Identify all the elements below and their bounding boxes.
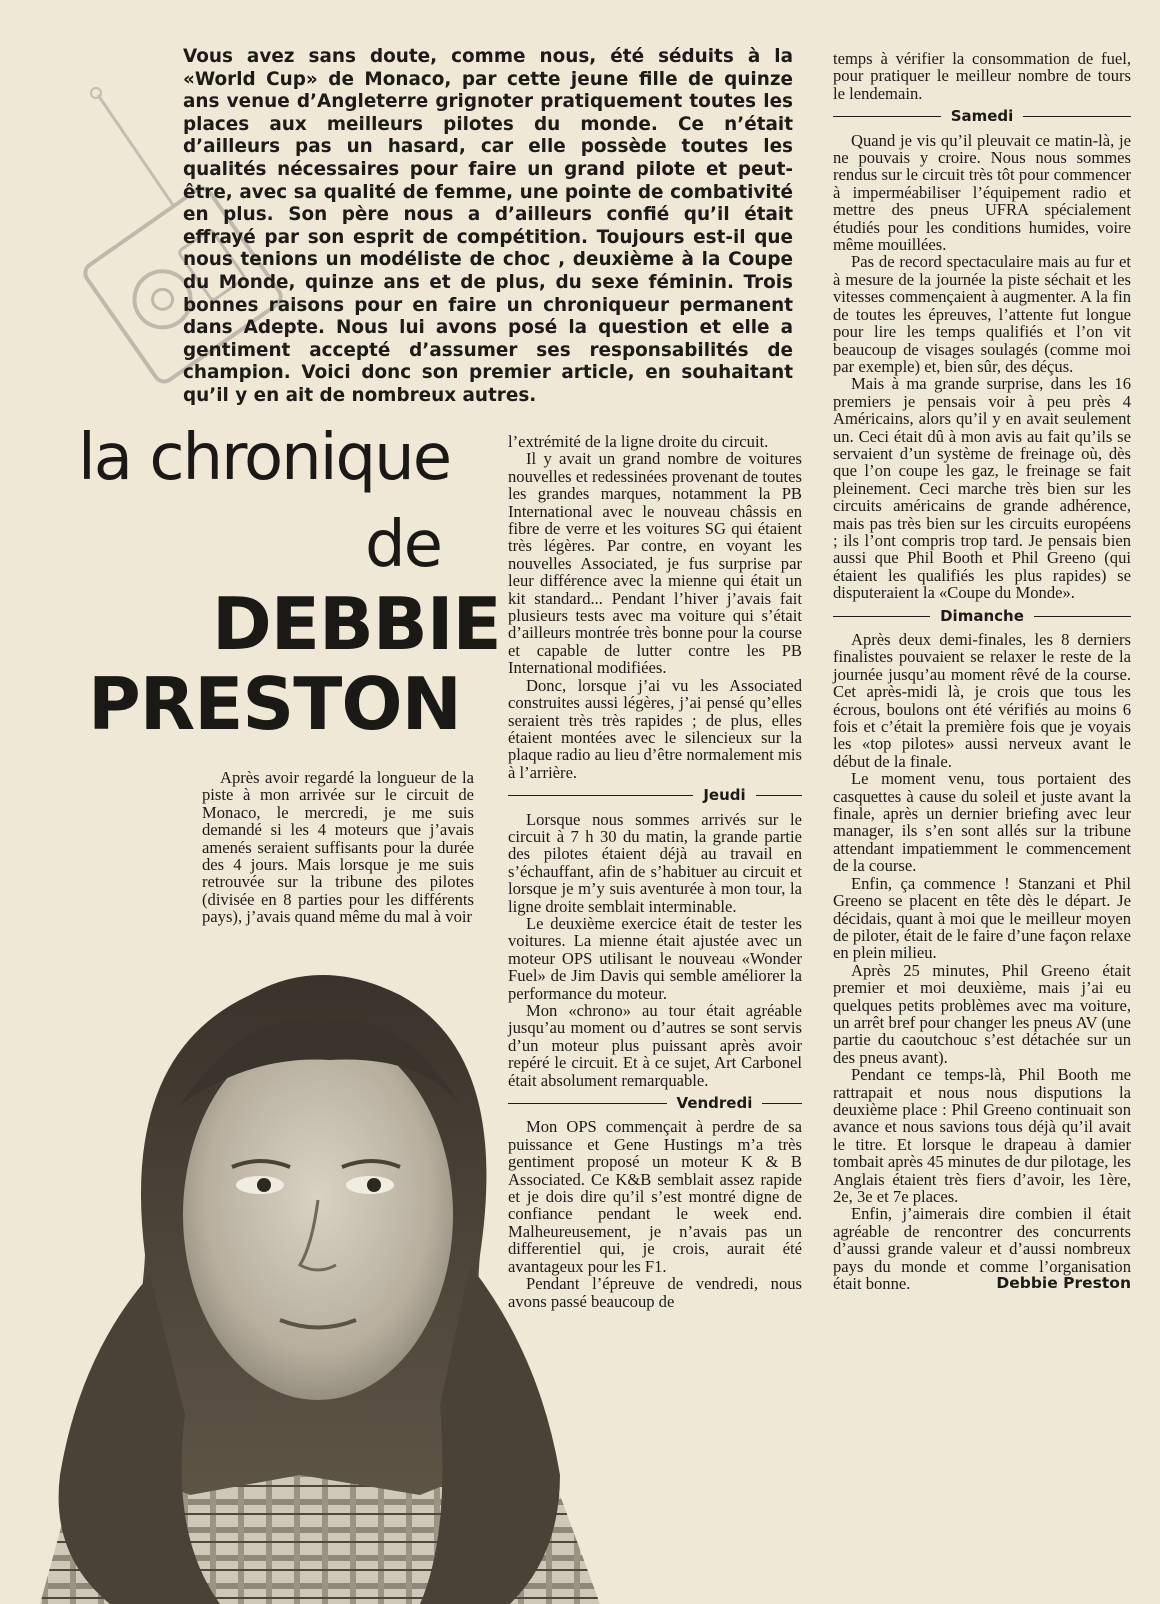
author-first-name: DEBBIE <box>212 582 501 666</box>
section-heading-jeudi: Jeudi <box>508 787 802 804</box>
paragraph: Le deuxième exercice était de tester les voitures. La mienne était ajustée avec un moteur OPS utilisant le nouveau «Wonder Fuel» de Jim Davis qui semble améliorer la performance du moteur. <box>508 913 802 1003</box>
article-column-1 <box>202 769 474 926</box>
section-heading-samedi: Samedi <box>833 108 1131 125</box>
paragraph: Mais à ma grande surprise, dans les 16 premiers je pensais voir à peu près 4 Américains, alors qu’il y en avait seulement un. Ceci était dû à mon avis au fait qu’ils se servaient d’un système de freinage où, dès que l’on coupe les gaz, le freinage se fait pleinement. Ceci marche très bien sur les circuits américains de grande adhérence, mais pas très bien sur les circuits européens ; ils l’ont compris trop tard. Je pensais bien aussi que Phil Booth et Phil Greeno (qui étaient les qualifiés les plus rapides) se disputeraient la «Coupe du Monde». <box>833 374 1131 603</box>
intro-paragraph: Vous avez sans doute, comme nous, été séduits à la «World Cup» de Monaco, par cette jeune fille de quinze ans venue d’Angleterre grignoter pratiquement toutes les places aux meilleurs pilotes du monde. Ce n’était d’ailleurs pas un hasard, car elle possède toutes les qualités nécessaires pour faire un grand pilote et peut-être, avec sa qualité de femme, une pointe de combativité en plus. Son père nous a d’ailleurs confié qu’il était effrayé par son esprit de compétition. Toujours est-il que nous tenions un modéliste de choc , deuxième à la Coupe du Monde, quinze ans et de plus, du sexe féminin. Trois bonnes raisons pour en faire un chroniqueur permanent dans Adepte. Nous lui avons posé la question et elle a gentiment accepté d’assumer ses responsabilités de champion. Voici donc son premier article, en souhaitant qu’il y en ait de nombreux autres. <box>183 46 793 406</box>
paragraph: Pas de record spectaculaire mais au fur et à mesure de la journée la piste séchait et les vitesses commençaient à augmenter. A la fin de toutes les épreuves, l’attente fut longue pour lire les temps qualifiés et l’on vit beaucoup de visages soulagés (comme moi par exemple) et, bien sûr, des déçus. <box>833 252 1131 376</box>
paragraph: Après avoir regardé la longueur de la piste à mon arrivée sur le circuit de Monaco, le mercredi, je me suis demandé si les 4 moteurs que j’avais amenés seraient suffisants pour la durée des 4 jours. Mais lorsque je me suis retrouvée sur la tribune des pilotes (divisée en 8 parties pour les différents pays), j’avais quand même du mal à voir <box>202 768 474 927</box>
paragraph: Enfin, j’aimerais dire combien il était agréable de rencontrer des concurrents d’aussi grande valeur et d’aussi nombreux pays du monde et comme l’organisation était bonne. <box>833 1204 1131 1294</box>
paragraph: Mon OPS commençait à perdre de sa puissance et Gene Hustings m’a très gentiment proposé un moteur K & B Associated. Ce K&B semblait assez rapide et je dois dire qu’il s’est montré digne de confiance pendant le week end. Malheureusement, je n’avais pas un differentiel qui, je crois, aurait été avantageux pour les F1. <box>508 1117 802 1276</box>
title-line-de: de <box>365 508 441 582</box>
paragraph: temps à vérifier la consommation de fuel, pour pratiquer le meilleur nombre de tours le lendemain. <box>833 49 1131 103</box>
author-signature: Debbie Preston <box>996 1274 1131 1293</box>
paragraph: Donc, lorsque j’ai vu les Associated construites aussi légères, j’ai pensé qu’elles seraient très très rapides ; de plus, elles étaient montées avec le silencieux sur la plaque radio au lieu d’être normalement mis à l’arrière. <box>508 675 802 782</box>
article-column-3 <box>833 50 1131 1293</box>
paragraph: Lorsque nous sommes arrivés sur le circuit à 7 h 30 du matin, la grande partie des pilotes étaient déjà au travail en s’échauffant, afin de s’habituer au circuit et lorsque je m’y suis aventurée à mon tour, la ligne droite semblait interminable. <box>508 809 802 916</box>
paragraph: l’extrémité de la ligne droite du circuit. <box>508 432 769 451</box>
portrait-photo <box>0 935 640 1604</box>
paragraph: Le moment venu, tous portaient des casquettes à cause du soleil et juste avant la finale, après un dernier briefing avec leur manager, ils s’en sont allés sur la tribune attendant impatiemment le commencement de la course. <box>833 769 1131 876</box>
paragraph: Après 25 minutes, Phil Greeno était premier et moi deuxième, mais j’ai eu quelques petits problèmes avec ma voiture, un arrêt bref pour changer les pneus AV (une partie du caoutchouc s’est détachée sur un des pneus avant). <box>833 960 1131 1067</box>
paragraph: Pendant l’épreuve de vendredi, nous avons passé beaucoup de <box>508 1274 802 1311</box>
author-name-title <box>88 582 501 746</box>
title-line-chronique: la chronique <box>78 421 451 495</box>
section-heading-vendredi: Vendredi <box>508 1095 802 1112</box>
paragraph: Mon «chrono» au tour était agréable jusqu’au moment ou d’autres se sont servis d’un moteur plus puissant après avoir repéré le circuit. Et à ce sujet, Art Carbonel était absolument remarquable. <box>508 1001 802 1090</box>
paragraph: Pendant ce temps-là, Phil Booth me rattrapait et nous nous disputions la deuxième place : Phil Greeno continuait son avance et nous savions tous déjà qu’il avait le titre. Et lorsque le drapeau à damier tombait après 45 minutes de dur pilotage, les Anglais étaient très fiers d’avoir, les 1ère, 2e, 3e et 7e places. <box>833 1065 1131 1206</box>
paragraph: Il y avait un grand nombre de voitures nouvelles et redessinées provenant de toutes les grandes marques, notamment la PB International avec le nouveau châssis en fibre de verre et les voitures SG qui étaient très légères. Par contre, en voyant les nouvelles Associated, je fus surprise par leur différence avec la mienne qui était un kit standard... Pendant l’hiver j’avais fait plusieurs tests avec ma voiture qui s’était d’ailleurs montrée très bonne pour la course et capable de lutter contre les PB International modifiées. <box>508 449 802 678</box>
paragraph: Après deux demi-finales, les 8 derniers finalistes pouvaient se relaxer le reste de la journée jusqu’au moment rêvé de la course. Cet après-midi là, je crois que tous les écrous, boulons ont été vérifiés au moins 6 fois et c’était la première fois que je voyais les «top pilotes» aussi nerveux avant le début de la finale. <box>833 630 1131 771</box>
paragraph: Enfin, ça commence ! Stanzani et Phil Greeno se placent en tête dès le départ. Je décidais, quant à moi que le meilleur moyen de piloter, était de le faire d’une façon relaxe en plein milieu. <box>833 873 1131 963</box>
paragraph: Quand je vis qu’il pleuvait ce matin-là, je ne pouvais y croire. Nous nous sommes rendus sur le circuit très tôt pour commencer à imperméabiliser l’équipement radio et mettre des pneus UFRA spécialement étudiés pour les conditions humides, voire même mouillées. <box>833 130 1131 255</box>
author-last-name: PRESTON <box>88 662 461 746</box>
section-heading-dimanche: Dimanche <box>833 608 1131 625</box>
